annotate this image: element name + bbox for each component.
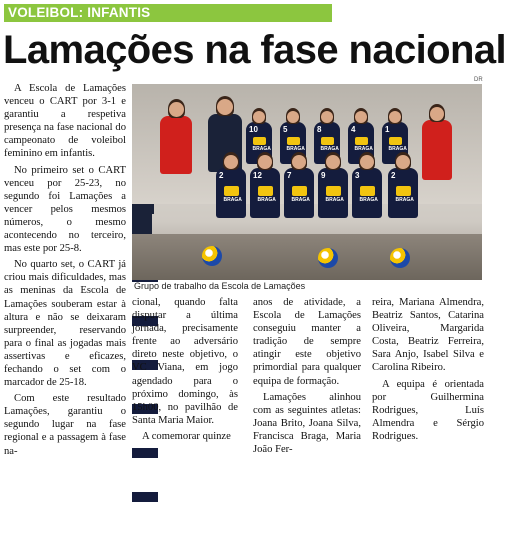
player-figure [216,168,246,218]
jersey-number: 2 [391,171,396,180]
head [224,155,238,169]
coach-figure [422,120,452,180]
head [326,155,340,169]
sponsor-text: BRAGA [388,146,407,153]
sponsor-text: BRAGA [291,197,310,203]
sponsor-text: BRAGA [395,197,414,203]
head [253,111,265,123]
player-shorts [132,448,158,458]
head [217,99,233,115]
sponsor-text: BRAGA [286,146,305,153]
coach-figure [160,116,192,174]
player-figure [352,168,382,218]
article-headline: Lamações na fase nacional [3,28,506,72]
sponsor-logo [355,137,368,145]
volleyball [390,248,410,268]
sponsor-text: BRAGA [359,197,378,203]
section-kicker: VOLEIBOL: INFANTIS [4,4,332,22]
paragraph: Com este resultado Lamações, garantiu o segundo lugar na fase regional e a passagem à fase na- [4,393,126,457]
jersey-number: 3 [355,171,360,180]
player-shorts [132,492,158,502]
paragraph: No primeiro set o CART venceu por 25-23, no segundo foi Lamações a vencer pelos mesmos números, o mesmo acontecendo no terceiro, mas este por 25-8. [4,164,126,255]
sponsor-logo [258,186,273,196]
jersey-number: 12 [253,171,262,180]
sponsor-text: BRAGA [257,197,276,203]
jersey-number: 7 [287,171,292,180]
paragraph: A Escola de Lamações venceu o CART por 3-1 e garantiu a respetiva presença na fase nacional do campeonato de voleibol feminino em infantis. [4,83,126,160]
paragraph: Lamações alinhou com as seguintes atletas: Joana Brito, Joana Silva, Francisca Braga, Maria João Fer- [253,391,361,456]
photo-caption: Grupo de trabalho da Escola de Lamações [134,281,306,291]
jersey-number: 9 [321,171,326,180]
jersey-number: 8 [317,125,322,134]
head [287,111,299,123]
sponsor-logo [224,186,239,196]
jersey-number: 10 [249,125,258,134]
team-photo [132,84,482,280]
jersey-number: 5 [283,125,288,134]
jersey-number: 2 [219,171,224,180]
head [360,155,374,169]
sponsor-text: BRAGA [320,146,339,153]
head [396,155,410,169]
sponsor-text: BRAGA [325,197,344,203]
sponsor-logo [389,137,402,145]
head [389,111,401,123]
volleyball [202,246,222,266]
article-column-3 [253,296,361,456]
head [355,111,367,123]
sponsor-logo [360,186,375,196]
paragraph: cional, quando falta disputar a última jornada, precisamente frente ao adversário direto neste objetivo, o VC Viana, em jogo agendado para o próximo domingo, às 15h00, no pavilhão de Santa Maria Maior. [132,297,238,426]
player-figure [284,168,314,218]
sponsor-text: BRAGA [223,197,242,203]
paragraph: No quarto set, o CART já criou mais dificuldades, mas as meninas da Escola de Lamações souberam estar à altura e não se deixaram surpreender, reservando para o final as jogadas mais assertivas e eficazes, fechando o set com o marcador de 25-18. [4,259,126,389]
sponsor-text: BRAGA [354,146,373,153]
paragraph: anos de atividade, a Escola de Lamações conseguiu manter a tradição de sempre atingir este objetivo primordial para qualquer equipa de formação. [253,297,361,387]
sponsor-logo [321,137,334,145]
player-figure [318,168,348,218]
photo-credit: DR [474,77,483,83]
sponsor-logo [292,186,307,196]
volleyball [318,248,338,268]
head [169,102,184,117]
sponsor-text: BRAGA [252,146,271,153]
paragraph: reira, Mariana Almendra, Beatriz Santos, Catarina Oliveira, Margarida Costa, Beatriz Ferreira, Sara Anjo, Isabel Silva e Carolina Ribeiro. [372,297,484,374]
sponsor-logo [287,137,300,145]
sponsor-logo [396,186,411,196]
photo-floor [132,234,482,280]
player-figure [388,168,418,218]
player-figure [250,168,280,218]
article-column-1 [4,82,126,457]
jersey-number: 1 [385,125,390,134]
paragraph: A equipa é orientada por Guilhermina Rodrigues, Luís Almendra e Sérgio Rodrigues. [372,378,484,442]
sponsor-logo [326,186,341,196]
sponsor-logo [253,137,266,145]
article-column-4 [372,296,484,442]
head [292,155,306,169]
head [430,107,444,121]
player-legs [132,502,152,536]
head [258,155,272,169]
paragraph: A comemorar quinze [142,430,231,442]
article-column-2 [132,296,238,442]
head [321,111,333,123]
jersey-number: 4 [351,125,356,134]
player-legs [132,458,152,492]
